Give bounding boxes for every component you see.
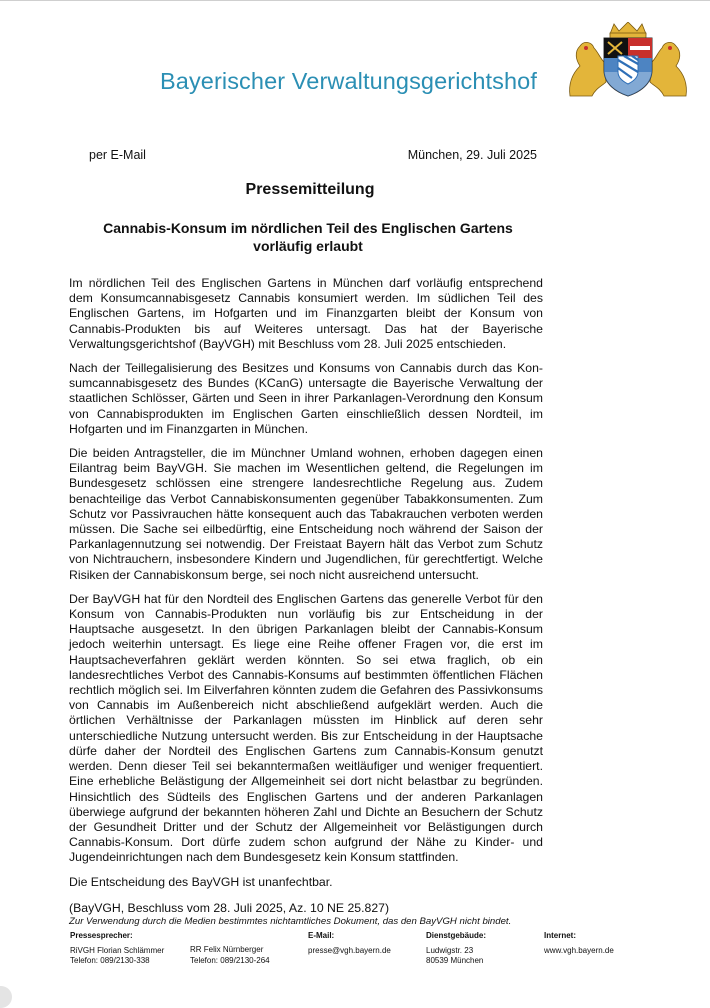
address-city: 80539 München <box>426 956 484 965</box>
spokesperson-2-phone: Telefon: 089/2130-264 <box>190 955 270 965</box>
footer-building <box>426 931 486 967</box>
website-link[interactable]: www.vgh.bayern.de <box>544 945 614 955</box>
footer-building-heading: Dienstgebäude: <box>426 931 487 940</box>
document-subtitle: Cannabis-Konsum im nördlichen Teil des Englischen Gartens vorläufig erlaubt <box>103 220 513 254</box>
footer-press-heading: Pressesprecher: <box>70 931 133 940</box>
final-note: Die Entscheidung des BayVGH ist unanfechtbar. <box>69 874 333 889</box>
paragraph: Nach der Teillegalisierung des Besitzes und Konsums von Cannabis durch das Konsumcannabisgesetz des Bundes (KCanG) untersagte die Bayerische Verwaltung der staatlichen Schlösser, Gärten und Seen in ihrer Parkanlagen-Verordnung den Konsum von Cannabisprodukten im Englischen Garten einschließlich dessen Nordteil, im Hofgarten und im Finanzgarten in München. <box>69 361 543 436</box>
email-link[interactable]: presse@vgh.bayern.de <box>308 945 391 955</box>
footer-internet-heading: Internet: <box>544 931 576 940</box>
footer-email <box>308 931 391 956</box>
place-date: München, 29. Juli 2025 <box>407 148 537 162</box>
bavarian-coat-of-arms-icon <box>566 22 690 98</box>
citation: (BayVGH, Beschluss vom 28. Juli 2025, Az. 10 NE 25.827) <box>69 900 390 915</box>
spokesperson-1-name: RiVGH Florian Schlämmer <box>70 945 165 955</box>
court-name: Bayerischer Verwaltungsgerichtshof <box>160 68 537 94</box>
footer-email-heading: E-Mail: <box>308 931 335 940</box>
footer-press-2 <box>190 945 270 966</box>
delivery-method: per E-Mail <box>89 148 146 162</box>
footer-internet <box>544 931 614 956</box>
spokesperson-2-name: RR Felix Nürnberger <box>190 945 264 954</box>
top-border <box>0 0 710 1</box>
document-title: Pressemitteilung <box>245 181 375 198</box>
page-corner-button[interactable] <box>0 986 12 1008</box>
paragraph: Der BayVGH hat für den Nordteil des Englischen Gartens das generelle Verbot für den Konsum von Cannabis-Produkten nun vorläufig bis zur Entscheidung in der Hauptsache ausgesetzt. In den übrigen Parkanlagen bleibt der Cannabis-Konsum jedoch weiterhin untersagt. Es liege eine Reihe offener Fragen vor, die erst im Hauptsacheverfahren geklärt werden könnten. So sei etwa fraglich, ob ein landesrechtliches Verbot des Cannabis-Konsums auf bestimmten öffentlichen Flächen rechtlich möglich sei. Im Eilverfahren könnten zudem die Gefahren des Passivkonsums von Cannabis im Außenbereich nicht abschließend aufgeklärt werden. Auch die örtlichen Verhältnisse der Parkanlagen müssten im Hinblick auf deren sehr unterschiedliche Nutzung untersucht werden. Bis zur Entscheidung in der Hauptsache dürfe daher der Nordteil des Englischen Gartens zum Cannabis-Konsum genutzt werden. Denn dieser Teil sei bekanntermaßen weitläufiger und weniger frequentiert. Eine erhebliche Belästigung der Allgemeinheit sei dort nicht belastbar zu begründen. Hinsichtlich des Südteils des Englischen Gartens und der anderen Parkanlagen überwiege aufgrund der bekannten höheren Zahl und Dichte an Besuchern der Schutz der Gesundheit Dritter und der Schutz der Allgemeinheit vor Belästigungen durch Cannabis-Konsum. Dort dürfe zudem schon aufgrund der Nähe zu Kinder- und Jugendeinrichtungen nach dem Bundesgesetz kein Konsum stattfinden. <box>69 591 543 865</box>
address-street: Ludwigstr. 23 <box>426 945 474 955</box>
disclaimer: Zur Verwendung durch die Medien bestimmtes nichtamtliches Dokument, das den BayVGH nicht bindet. <box>69 915 512 927</box>
spokesperson-1-phone: Telefon: 089/2130-338 <box>70 956 150 965</box>
paragraph: Die beiden Antragsteller, die im Münchner Umland wohnen, erhoben dagegen einen Eilantrag beim BayVGH. Sie machen im Wesentlichen geltend, die Regelungen im Bundesgesetz schlössen eine strengere landesrechtliche Regelung aus. Zudem benachteilige das Verbot Cannabiskonsumenten gegenüber Tabakkonsumenten. Zum Schutz vor Passivrauchen hätte konsequent auch das Tabakrauchen verboten werden müssen. Die Sache sei eilbedürftig, eine Entscheidung noch während der Saison der Parkanlagennutzung sei notwendig. Der Freistaat Bayern hält das Verbot zum Schutz von Nichtrauchern, insbesondere Kindern und Jugendlichen, für gerechtfertigt. Welche Risiken der Cannabiskonsum berge, sei noch nicht ausreichend untersucht. <box>69 446 543 582</box>
footer-press <box>70 931 164 967</box>
press-release-body <box>69 276 543 928</box>
paragraph: Im nördlichen Teil des Englischen Gartens in München darf vorläufig entsprechend dem Konsumcannabisgesetz Cannabis konsumiert werden. Im südlichen Teil des Englischen Gartens, im Hofgarten und im Finanzgarten bleibt der Konsum von Cannabis-Produkten bis auf Weiteres untersagt. Das hat der Bayerische Verwaltungsgerichtshof (BayVGH) mit Beschluss vom 28. Juli 2025 entschieden. <box>69 276 543 351</box>
